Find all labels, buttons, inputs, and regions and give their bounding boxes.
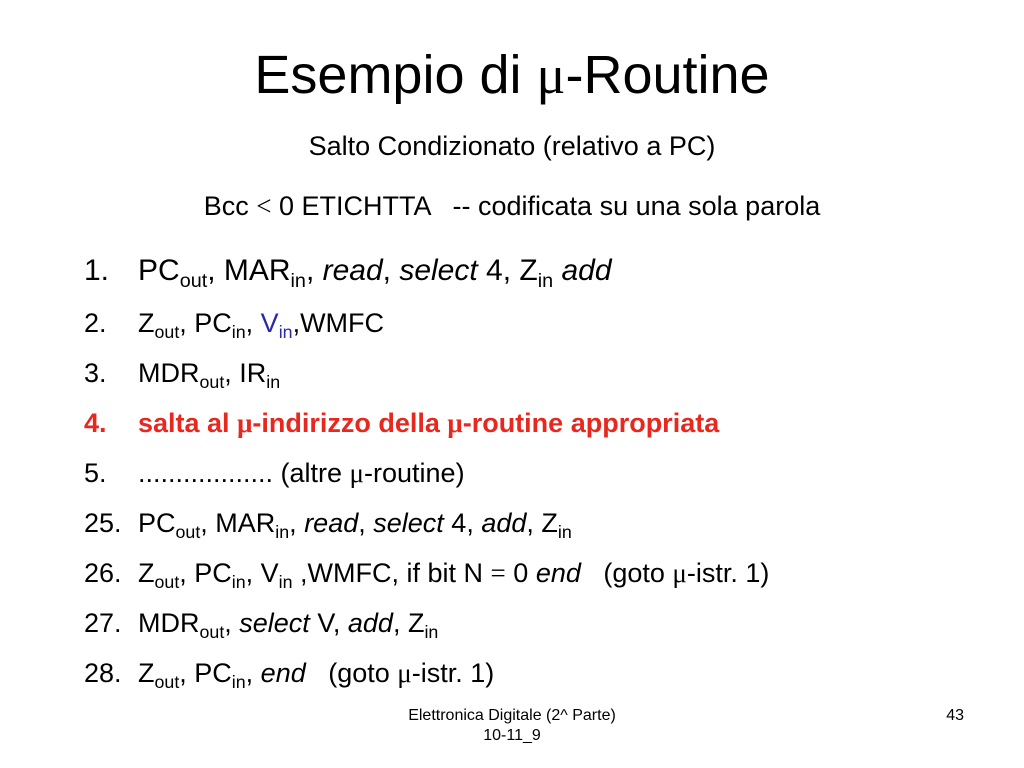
instruction-line: Bcc < 0 ETICHTTA -- codificata su una sola parola [203, 191, 821, 221]
step-text: $Z_{out}$, $PC_{in}$, end (goto μ-istr. 1) [138, 658, 495, 693]
slide-title: Esempio di μ-Routine [254, 45, 770, 105]
list-number: 25. [84, 508, 122, 538]
list-item [84, 250, 984, 302]
list-item [84, 452, 984, 502]
step-text: salta al μ-indirizzo della μ-routine appropriata [138, 408, 720, 438]
list-number: 27. [84, 608, 122, 638]
list-item [84, 352, 984, 402]
micro-routine-list [84, 250, 984, 702]
equals-symbol: = [490, 558, 506, 588]
list-number: 26. [84, 558, 122, 588]
step-text: $Z_{out}$, $PC_{in}$, $V_{in},WMFC$ [138, 308, 385, 343]
list-number: 5. [84, 458, 107, 488]
slide-subtitle: Salto Condizionato (relativo a PC) [308, 131, 716, 161]
list-item-highlighted [84, 402, 984, 452]
list-item [84, 302, 984, 352]
list-number: 2. [84, 308, 107, 338]
list-number: 4. [84, 408, 107, 438]
step-text: $Z_{out}$, $PC_{in}$, $V_{in}$ ,WMFC, if bit N = 0 end (goto μ-istr. 1) [138, 558, 770, 593]
step-text: $PC_{out}$, $MAR_{in}$, read, select 4, add, $Z_{in}$ [138, 508, 572, 543]
step-text: $MDR_{out}$, select V, add, $Z_{in}$ [138, 608, 439, 643]
list-item [84, 552, 984, 602]
step-text: $MDR_{out}$, $IR_{in}$ [138, 358, 281, 393]
footer-course: Elettronica Digitale (2^ Parte) [408, 707, 616, 724]
list-number: 1. [84, 254, 110, 287]
list-item [84, 502, 984, 552]
step-text: $PC_{out}$, $MAR_{in}$, read, select 4, $Z_{in}$ add [138, 254, 612, 292]
list-item [84, 602, 984, 652]
list-number: 3. [84, 358, 107, 388]
mu-symbol: μ [349, 458, 365, 488]
slide-footer [362, 706, 662, 746]
footer-code: 10-11_9 [483, 727, 541, 744]
list-item [84, 652, 984, 702]
mu-symbol: μ [536, 45, 566, 105]
less-than-symbol: < [256, 191, 272, 221]
v-in-highlight: $V_{in}$ [260, 308, 293, 343]
mu-symbol: μ [237, 408, 253, 438]
mu-symbol: μ [672, 558, 687, 588]
mu-symbol: μ [447, 408, 463, 438]
page-number: 43 [946, 707, 964, 724]
step-text: .................. (altre μ-routine) [138, 458, 465, 488]
mu-symbol: μ [397, 658, 412, 688]
list-number: 28. [84, 658, 122, 688]
